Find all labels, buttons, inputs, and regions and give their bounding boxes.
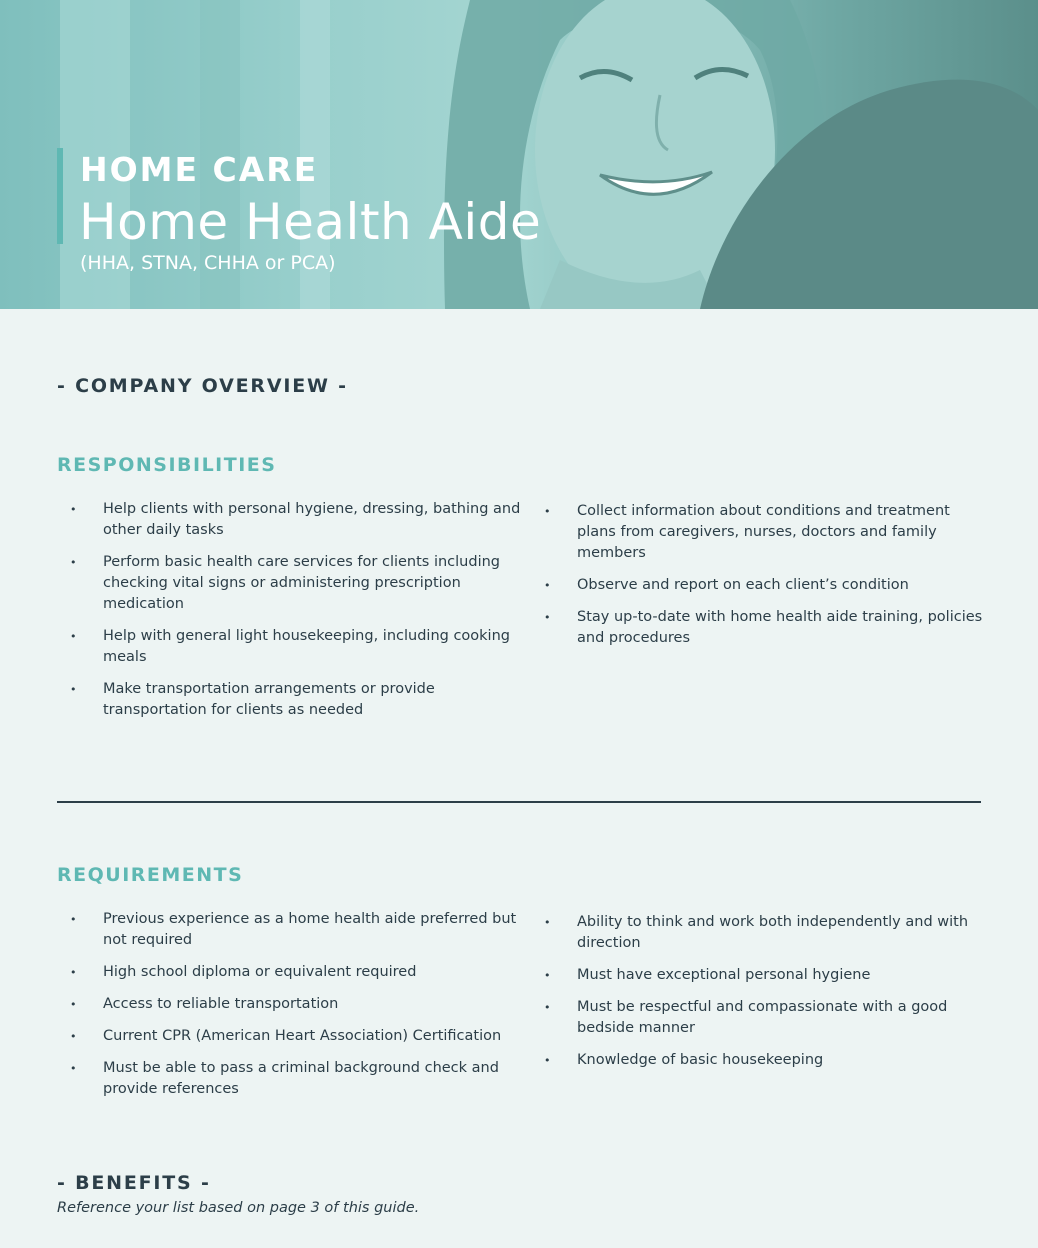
list-item: • Observe and report on each client’s condition: [531, 575, 991, 596]
benefits-note: Reference your list based on page 3 of this guide.: [57, 1200, 420, 1216]
responsibilities-heading: RESPONSIBILITIES: [57, 454, 277, 476]
section-divider: [57, 801, 981, 803]
list-item: • Must be able to pass a criminal background check and provide references: [57, 1058, 527, 1100]
requirements-list-right: [531, 912, 991, 1082]
hero-accent-bar: [57, 148, 63, 244]
page-subtitle: (HHA, STNA, CHHA or PCA): [80, 252, 336, 274]
list-item: • Make transportation arrangements or provide transportation for clients as needed: [57, 679, 527, 721]
list-item: • Collect information about conditions and treatment plans from caregivers, nurses, doctors and family members: [531, 501, 991, 564]
list-item: • Previous experience as a home health aide preferred but not required: [57, 909, 527, 951]
requirements-list-left: [57, 909, 527, 1111]
responsibilities-list-right: [531, 501, 991, 660]
hero-banner: [0, 0, 1038, 309]
list-item: • Help clients with personal hygiene, dressing, bathing and other daily tasks: [57, 499, 527, 541]
list-item: • Must be respectful and compassionate with a good bedside manner: [531, 997, 991, 1039]
list-item: • Current CPR (American Heart Association) Certification: [57, 1026, 527, 1047]
list-item: • High school diploma or equivalent required: [57, 962, 527, 983]
list-item: • Help with general light housekeeping, including cooking meals: [57, 626, 527, 668]
benefits-heading: - BENEFITS -: [57, 1172, 211, 1194]
list-item: • Stay up-to-date with home health aide training, policies and procedures: [531, 607, 991, 649]
list-item: • Ability to think and work both independently and with direction: [531, 912, 991, 954]
hero-eyebrow: HOME CARE: [80, 150, 319, 189]
list-item: • Access to reliable transportation: [57, 994, 527, 1015]
requirements-heading: REQUIREMENTS: [57, 864, 244, 886]
responsibilities-list-left: [57, 499, 527, 732]
list-item: • Perform basic health care services for clients including checking vital signs or administering prescription medication: [57, 552, 527, 615]
page-title: Home Health Aide: [79, 193, 542, 251]
list-item: • Knowledge of basic housekeeping: [531, 1050, 991, 1071]
company-overview-heading: - COMPANY OVERVIEW -: [57, 375, 348, 397]
list-item: • Must have exceptional personal hygiene: [531, 965, 991, 986]
